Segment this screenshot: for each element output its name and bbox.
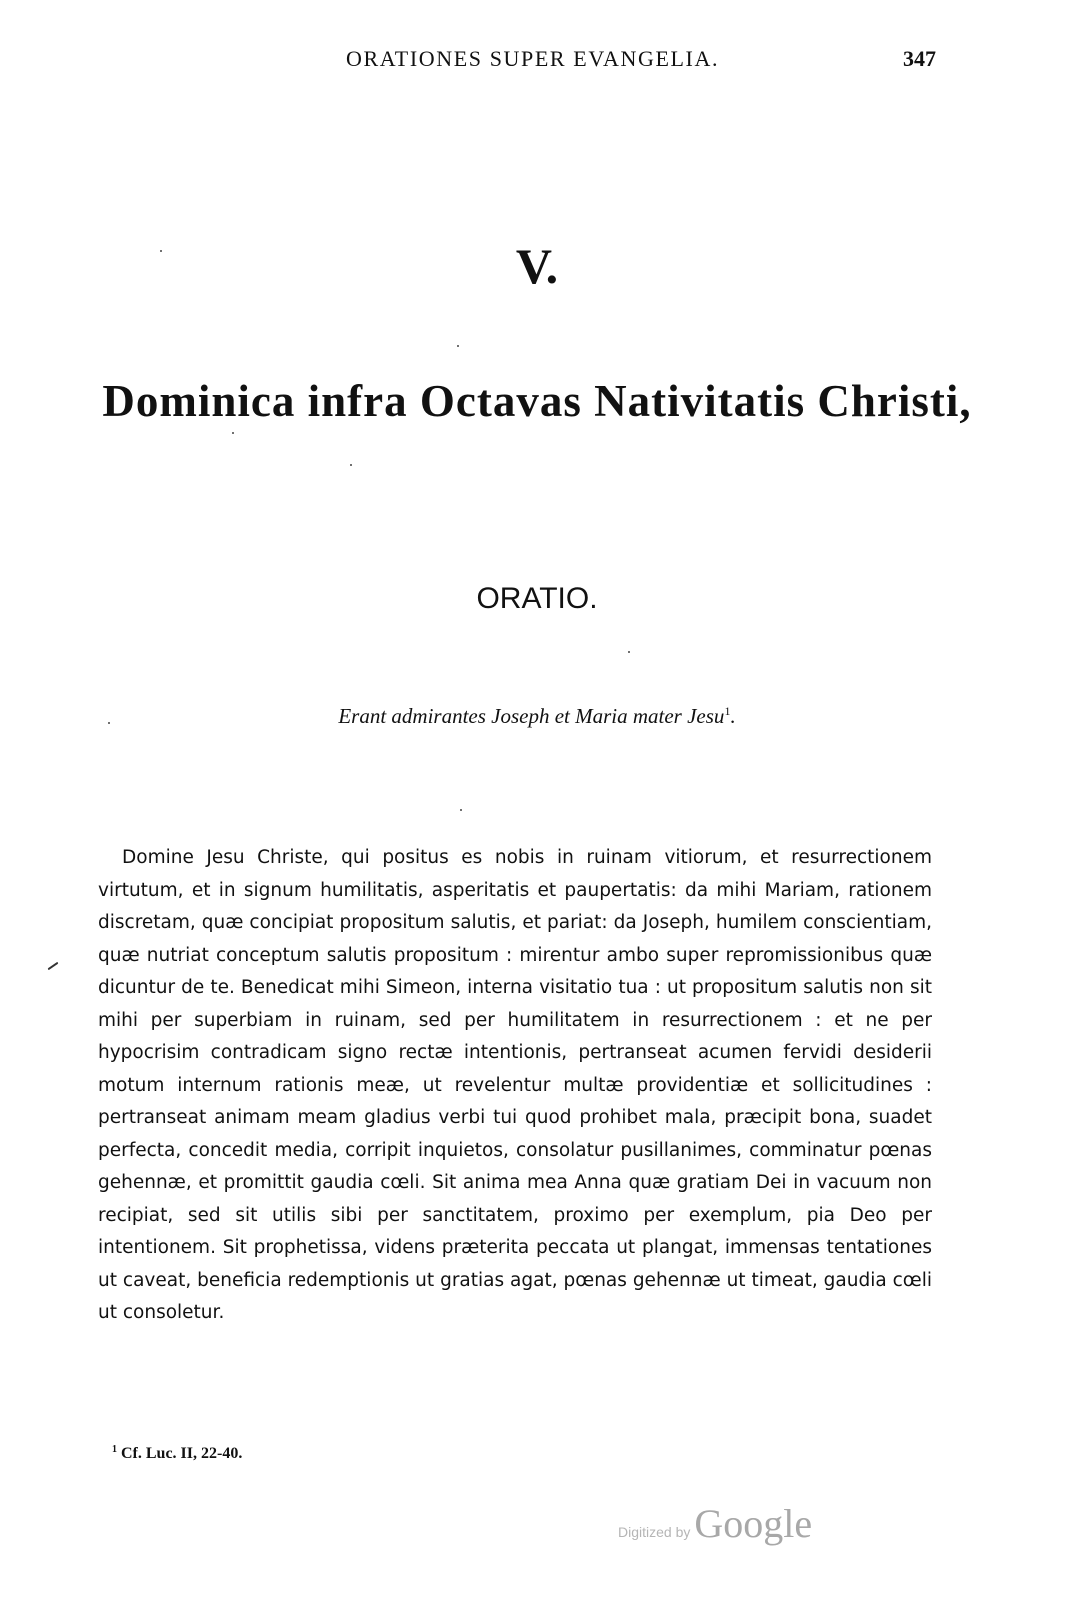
- prayer-paragraph: Domine Jesu Christe, qui positus es nobis in ruinam vitiorum, et resurrectionem virtutum, et in signum humilitatis, asperitatis et paupertatis: da mihi Mariam, rationem discretam, quæ concipiat propositum salutis, et pariat: da Joseph, humilem conscientiam, quæ nutriat conceptum salutis propositum : mirentur ambo super repromissionibus quæ dicuntur de te. Benedicat mihi Simeon, interna visitatio tua : ut propositum salutis non sit mihi per superbiam in ruinam, sed per humilitatem in resurrectionem : et ne per hypocrisim contradicam signo rectæ intentionis, pertranseat acumen fervidi desiderii motum internum rationis meæ, ut revelentur multæ providentiæ et sollicitudines : pertranseat animam meam gladius verbi tui quod prohibet mala, præcipit bona, suadet perfecta, concedit media, corripit inquietos, consolatur pusillanimes, comminatur pœnas gehennæ, et promittit gaudia cœli. Sit anima mea Anna quæ gratiam Dei in vacuum non recipiat, sed sit utilis sibi per sanctitatem, proximo per exemplum, pia Deo per intentionem. Sit prophetissa, videns præterita peccata ut plangat, immensas tentationes ut caveat, beneficia redemptionis ut gratias agat, pœnas gehennæ ut timeat, gaudia cœli ut consoletur.: [98, 847, 932, 1323]
- section-subtitle: ORATIO.: [476, 582, 598, 615]
- scan-speck: [108, 722, 110, 724]
- running-title: ORATIONES SUPER EVANGELIA.: [346, 46, 720, 71]
- section-title: Dominica infra Octavas Nativitatis Christi,: [102, 376, 972, 426]
- scan-speck: [160, 250, 162, 252]
- page-number: 347: [903, 46, 936, 71]
- scan-speck: [350, 464, 352, 466]
- digitized-watermark: [618, 1500, 812, 1560]
- scan-speck: [628, 651, 630, 653]
- scan-speck: [48, 962, 59, 971]
- footnote: [112, 1442, 242, 1466]
- google-logo: Google: [694, 1501, 813, 1546]
- footnote-text: Cf. Luc. II, 22-40.: [121, 1445, 243, 1462]
- section-number: V.: [515, 238, 559, 294]
- running-head: [0, 44, 1074, 76]
- epigraph-footnote-marker: 1: [724, 704, 731, 718]
- scan-speck: [232, 432, 234, 434]
- epigraph-text: Erant admirantes Joseph et Maria mater Jesu: [338, 704, 725, 728]
- scan-speck: [460, 809, 462, 811]
- epigraph: Erant admirantes Joseph et Maria mater Jesu$^1$.: [338, 704, 736, 728]
- footnote-marker: 1: [112, 1443, 117, 1455]
- scan-speck: [457, 345, 459, 347]
- watermark-prefix: Digitized by: [618, 1524, 691, 1540]
